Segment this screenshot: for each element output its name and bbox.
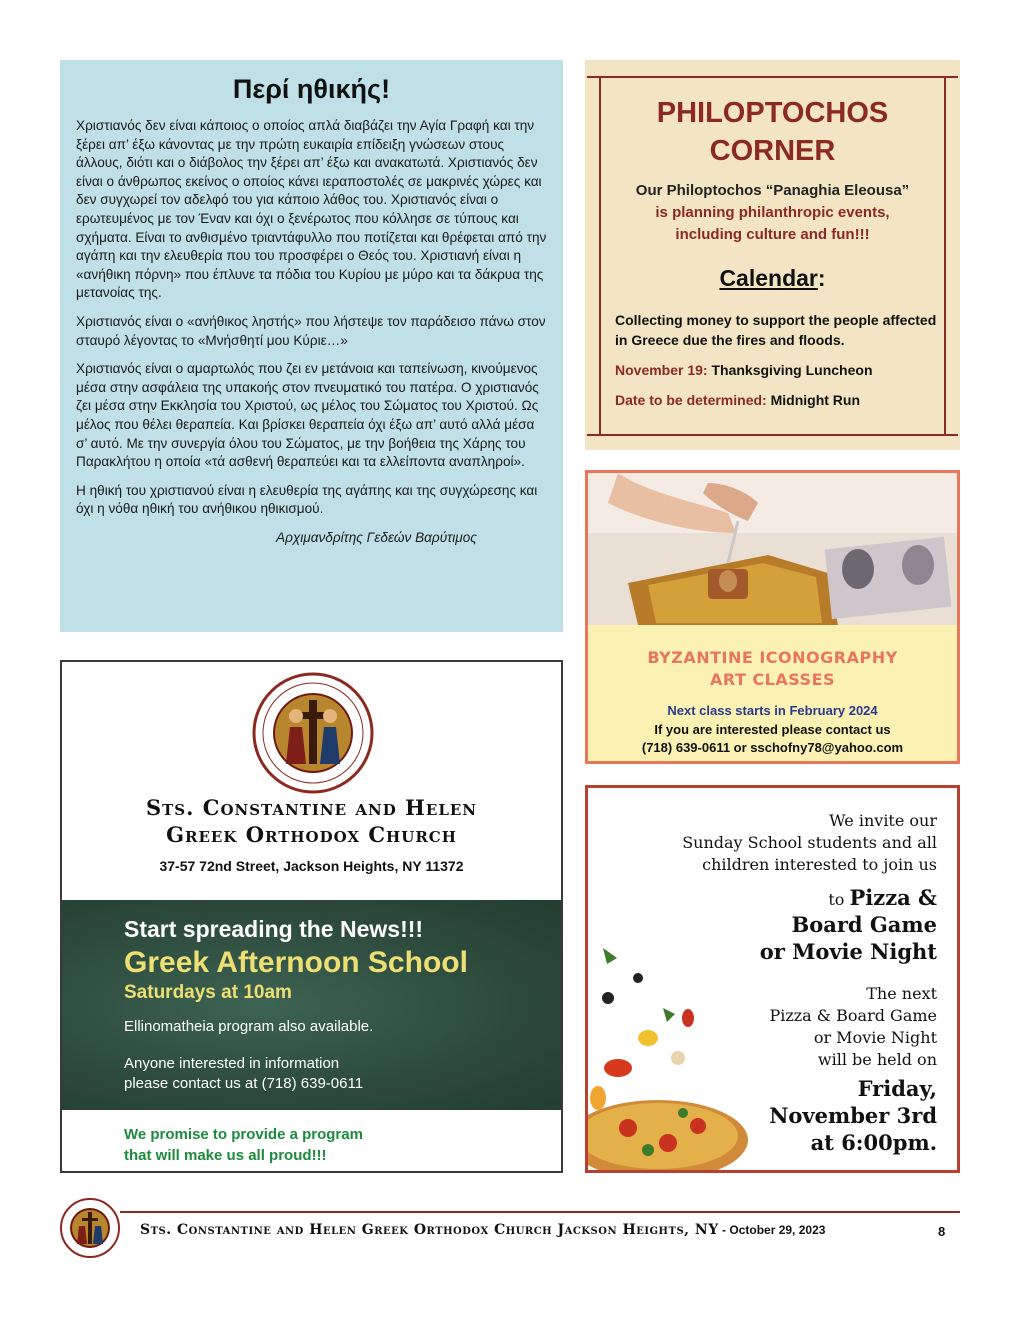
title-line: PHILOPTOCHOS	[656, 97, 889, 129]
contact-info	[124, 1054, 363, 1094]
footer-church-label: Sts. Constantine and Helen Greek Orthodox Church Jackson Heights, NY	[140, 1222, 719, 1238]
church-seal-icon	[252, 672, 374, 794]
title-line: ART CLASSES	[709, 670, 836, 689]
ethics-paragraph: Χριστιανός είναι ο «ανήθικος ληστής» που λήστεψε τον παράδεισο πάνω στον σταυρό λέγοντας το «Μνήσθητί μου Κύριε…»	[76, 313, 546, 348]
calendar-date: November 19:	[615, 362, 708, 378]
pizza-night-ad	[585, 785, 960, 1173]
greek-school-ad	[60, 660, 563, 1173]
philoptochos-corner	[585, 60, 960, 450]
calendar-heading	[585, 265, 960, 292]
church-seal-icon	[60, 1198, 120, 1258]
iconography-title	[588, 647, 957, 691]
pizza-illustration	[588, 928, 768, 1173]
page-number: 8	[938, 1224, 946, 1239]
calendar-item: Collecting money to support the people affected in Greece due the fires and floods.	[615, 312, 937, 348]
pizza-time: at 6:00pm.	[810, 1130, 937, 1155]
chalkboard-panel	[62, 900, 561, 1110]
ethics-paragraph: Χριστιανός δεν είναι κάποιος ο οποίος απλά διαβάζει την Αγία Γραφή και την ξέρει απ’ έξω κάνοντας με την πρώτη ευκαιρία επίδειξη γνώσεων στους άλλους, διότι και ο διάβολος την ξέρει απ’ έξω και ανακατωτά. Χριστιανός δεν είναι ο άνθρωπος εκείνος ο οποίος κάνει ιεραποστολές σε μακρινές χώρες και δεν συγχωρεί τον αδελφό του για κάποιο λάθος του. Χριστιανός είναι ο ερωτευμένος με τον Έναν και όχι ο ξενέρωτος που κόλλησε σε τύπους και σχήματα. Είναι το ανθισμένο τριαντάφυλλο που ποτίζεται και θρέφεται από την αγάπη και την ελευθερία που του προσφέρει ο Θεός του. Χριστιανή είναι η «ανήθικη πόρνη» που έπλυνε τα πόδια του Κυρίου με μύρο και τα δάκρυα της μετανοίας της.	[76, 118, 547, 301]
ethics-signature: Αρχιμανδρίτης Γεδεών Βαρύτιμος	[276, 529, 477, 545]
iconography-contact	[588, 721, 957, 757]
pizza-event-name: Board Game	[791, 912, 937, 937]
pizza-event	[828, 884, 937, 911]
footer-church-name	[140, 1222, 825, 1238]
church-name-line: Sts. Constantine and Helen	[145, 795, 478, 820]
promise-text	[124, 1124, 363, 1166]
calendar-item	[615, 390, 940, 410]
footer-date: - October 29, 2023	[718, 1223, 826, 1237]
calendar-event: Thanksgiving Luncheon	[707, 362, 873, 378]
icon-painting-image	[588, 473, 957, 625]
ethics-paragraph: Χριστιανός είναι ο αμαρτωλός που ζει εν μετάνοια και ταπείνωση, κινούμενος μέσα στην ασφάλεια της υπακοής στον πνευματικό του πατέρα. Ο χριστιανός ζει μέσα στην Εκκλησία του Χριστού, ως μέλος του Σώματος του Χριστού. Ως μέλος που θέλει θεραπεία. Και βρίσκει θεραπεία όχι έξω απ’ αυτό αλλά μέσα σ’ αυτό. Με την συνεργία όλου του Σώματος, με την βοήθεια της Χάρης του Παρακλήτου η οποία «τά ασθενή θεραπεύει και τα ελλείποντα αναπληροί».	[76, 361, 539, 470]
next-class-text: Next class starts in February 2024	[667, 703, 878, 718]
calendar-label: Calendar	[719, 265, 818, 291]
footer-seal-logo	[60, 1198, 120, 1258]
pizza-icon	[588, 928, 768, 1173]
pizza-text: The next	[866, 984, 937, 1003]
board-headline: Start spreading the News!!!	[124, 916, 424, 942]
pizza-date: November 3rd	[769, 1103, 937, 1128]
contact-line: If you are interested please contact us	[654, 722, 891, 737]
iconography-photo	[588, 473, 957, 625]
pizza-text: will be held on	[817, 1050, 937, 1069]
church-address: 37-57 72nd Street, Jackson Heights, NY 11372	[159, 858, 464, 874]
iconography-ad	[585, 470, 960, 764]
pizza-text: or Movie Night	[813, 1028, 937, 1047]
philoptochos-title	[585, 94, 960, 170]
calendar-date: Date to be determined:	[615, 392, 767, 408]
pizza-text: We invite our	[829, 811, 937, 830]
intro-line: including culture and fun!!!	[675, 226, 870, 243]
pizza-event-name: or Movie Night	[759, 939, 937, 964]
ethics-title: Περί ηθικής!	[232, 74, 391, 104]
pizza-text: to	[828, 890, 850, 909]
philoptochos-intro	[585, 180, 960, 246]
calendar-item	[615, 360, 940, 380]
pizza-text: Pizza & Board Game	[769, 1006, 937, 1025]
calendar-event: Midnight Run	[766, 392, 861, 408]
footer-divider	[120, 1211, 960, 1213]
promise-line: We promise to provide a program	[124, 1126, 363, 1143]
ethics-article	[60, 60, 563, 632]
pizza-text: children interested to join us	[702, 855, 937, 874]
pizza-date: Friday,	[857, 1076, 937, 1101]
pizza-text: Sunday School students and all	[682, 833, 937, 852]
calendar-items	[615, 310, 940, 420]
pizza-event-name: Pizza &	[849, 885, 937, 910]
church-seal-logo	[252, 672, 374, 794]
promise-line: that will make us all proud!!!	[124, 1147, 327, 1164]
intro-line: Our Philoptochos “Panaghia Eleousa”	[635, 182, 910, 199]
program-note: Ellinomatheia program also available.	[124, 1018, 374, 1035]
church-name	[62, 794, 561, 848]
contact-line: please contact us at (718) 639-0611	[124, 1075, 364, 1092]
title-line: CORNER	[709, 135, 836, 167]
ethics-paragraph: Η ηθική του χριστιανού είναι η ελευθερία της αγάπης και της συγχώρεσης και όχι η νόθα ηθική του ανήθικου ηθικισμού.	[76, 482, 538, 517]
church-name-line: Greek Orthodox Church	[166, 822, 457, 847]
contact-line: (718) 639-0611 or sschofny78@yahoo.com	[641, 740, 904, 755]
calendar-colon: :	[817, 265, 826, 291]
title-line: BYZANTINE ICONOGRAPHY	[647, 648, 898, 667]
contact-line: Anyone interested in information	[124, 1055, 340, 1072]
school-schedule: Saturdays at 10am	[124, 982, 292, 1003]
intro-line: is planning philanthropic events,	[655, 204, 890, 221]
school-name: Greek Afternoon School	[124, 946, 468, 979]
